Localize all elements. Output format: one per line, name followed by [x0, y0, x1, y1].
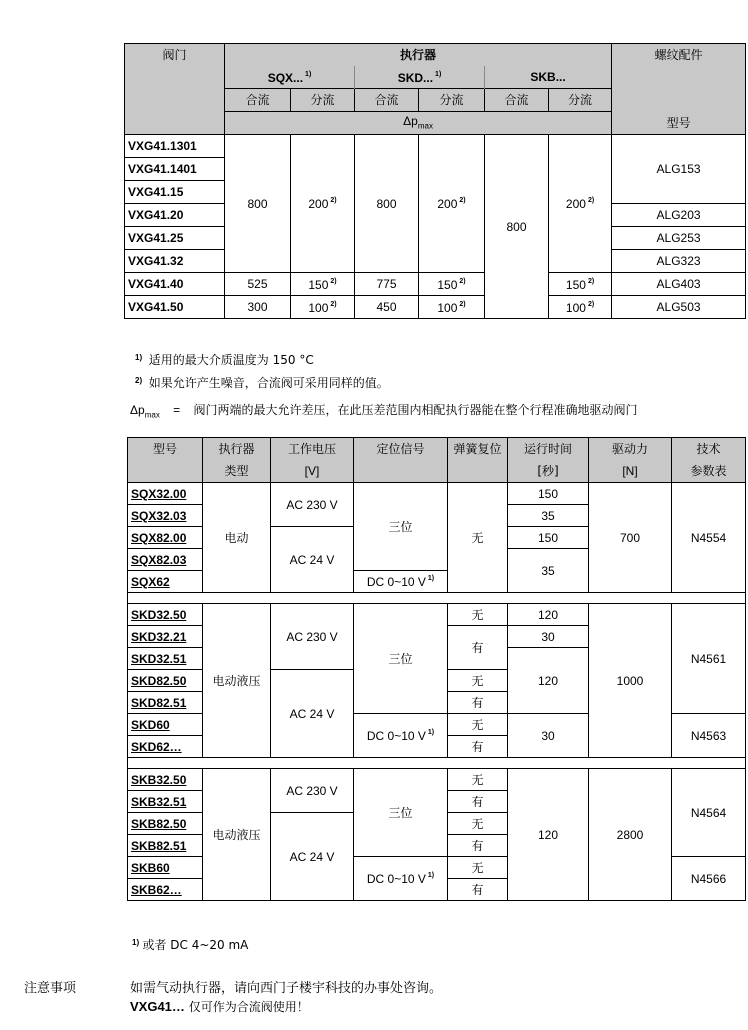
model-cell: SKB82.50	[128, 813, 203, 835]
time-cell: 150	[508, 527, 589, 549]
sqx-mix-cell: 525	[225, 273, 291, 296]
datasheet-cell: N4563	[672, 714, 746, 758]
force-cell: 2800	[589, 769, 672, 901]
spring-cell: 有	[448, 736, 508, 758]
skd-div-200: 200 $^{2)}$	[419, 135, 485, 273]
valve-cell: VXG41.1301	[125, 135, 225, 158]
header-actuator-type: 执行器	[203, 438, 271, 461]
datasheet-cell: N4554	[672, 483, 746, 593]
header-spring-return: 弹簧复位	[448, 438, 508, 461]
sqx-div-200: 200 $^{2)}$	[291, 135, 355, 273]
sqx-div-cell: 100 $^{2)}$	[291, 296, 355, 319]
footnote-2: $^{2)}$ 如果允许产生噪音，合流阀可采用同样的值。	[135, 376, 389, 390]
header-datasheet-2: 参数表	[672, 460, 746, 483]
valve-cell: VXG41.40	[125, 273, 225, 296]
type-electro-hydraulic: 电动液压	[203, 769, 271, 901]
header-sqx-div: 分流	[291, 89, 355, 112]
spring-cell: 有	[448, 879, 508, 901]
model-cell: SKD32.51	[128, 648, 203, 670]
header-run-time: 运行时间	[508, 438, 589, 461]
skb-div-cell: 150 $^{2)}$	[549, 273, 612, 296]
skb-div-200: 200 $^{2)}$	[549, 135, 612, 273]
voltage-cell: AC 230 V	[271, 483, 354, 527]
fitting-cell: ALG253	[612, 227, 746, 250]
model-cell: SKB32.50	[128, 769, 203, 791]
type-electro-hydraulic: 电动液压	[203, 604, 271, 758]
signal-cell: DC 0~10 V $^{1)}$	[354, 714, 448, 758]
valve-cell: VXG41.25	[125, 227, 225, 250]
header-sqx-mix: 合流	[225, 89, 291, 112]
skd-div-cell: 150 $^{2)}$	[419, 273, 485, 296]
fitting-cell: ALG403	[612, 273, 746, 296]
model-cell: SKD60	[128, 714, 203, 736]
valve-actuator-table	[124, 43, 746, 319]
spring-cell: 无	[448, 483, 508, 593]
skb-div-cell: 100 $^{2)}$	[549, 296, 612, 319]
spring-cell: 有	[448, 626, 508, 670]
sqx-div-cell: 150 $^{2)}$	[291, 273, 355, 296]
skd-mix-cell: 775	[355, 273, 419, 296]
time-cell: 35	[508, 549, 589, 593]
voltage-cell: AC 230 V	[271, 604, 354, 670]
header-actuator-type-2: 类型	[203, 460, 271, 483]
model-cell: SKD82.51	[128, 692, 203, 714]
model-cell: SKB32.51	[128, 791, 203, 813]
datasheet-cell: N4566	[672, 857, 746, 901]
skd-mix-cell: 450	[355, 296, 419, 319]
spring-cell: 有	[448, 791, 508, 813]
spring-cell: 无	[448, 769, 508, 791]
header-sqx: SQX... $^{1)}$	[225, 66, 355, 89]
header-model: 型号	[612, 112, 746, 135]
time-cell: 30	[508, 626, 589, 648]
model-cell: SQX62	[128, 571, 203, 593]
skd-div-cell: 100 $^{2)}$	[419, 296, 485, 319]
header-skb: SKB...	[485, 66, 612, 89]
datasheet-cell: N4564	[672, 769, 746, 857]
model-cell: SQX82.00	[128, 527, 203, 549]
datasheet-cell: N4561	[672, 604, 746, 714]
header-fitting: 螺纹配件	[612, 44, 746, 67]
header-datasheet: 技术	[672, 438, 746, 461]
fitting-cell: ALG323	[612, 250, 746, 273]
header-force: 驱动力	[589, 438, 672, 461]
skd-mix-800: 800	[355, 135, 419, 273]
spring-cell: 无	[448, 670, 508, 692]
header-time-unit: [秒]	[508, 460, 589, 483]
spring-cell: 无	[448, 604, 508, 626]
time-cell: 30	[508, 714, 589, 758]
time-cell: 35	[508, 505, 589, 527]
footnote-3: $^{1)}$ 或者 DC 4~20 mA	[132, 938, 249, 952]
voltage-cell: AC 230 V	[271, 769, 354, 813]
header-force-unit: [N]	[589, 460, 672, 483]
header-voltage: 工作电压	[271, 438, 354, 461]
sqx-mix-800: 800	[225, 135, 291, 273]
fitting-cell: ALG203	[612, 204, 746, 227]
force-cell: 700	[589, 483, 672, 593]
spring-cell: 有	[448, 692, 508, 714]
model-cell: SKD32.50	[128, 604, 203, 626]
model-cell: SKB60	[128, 857, 203, 879]
note-label: 注意事项	[24, 981, 77, 996]
dp-definition: $\Delta p_{max}$ = 阀门两端的最大允许差压，在此压差范围内相配执行器能在整个行程准确地驱动阀门	[130, 403, 638, 420]
header-valve: 阀门	[125, 44, 225, 67]
voltage-cell: AC 24 V	[271, 670, 354, 758]
model-cell: SKB62…	[128, 879, 203, 901]
time-cell: 120	[508, 648, 589, 714]
type-electric: 电动	[203, 483, 271, 593]
header-skb-div: 分流	[549, 89, 612, 112]
header-skd: SKD... $^{1)}$	[355, 66, 485, 89]
valve-cell: VXG41.1401	[125, 158, 225, 181]
voltage-cell: AC 24 V	[271, 527, 354, 593]
model-cell: SQX82.03	[128, 549, 203, 571]
valve-cell: VXG41.15	[125, 181, 225, 204]
header-skd-div: 分流	[419, 89, 485, 112]
sqx-mix-cell: 300	[225, 296, 291, 319]
time-cell: 120	[508, 769, 589, 901]
actuator-spec-table	[127, 437, 746, 901]
time-cell: 120	[508, 604, 589, 626]
valve-cell: VXG41.32	[125, 250, 225, 273]
model-cell: SKD62…	[128, 736, 203, 758]
header-model: 型号	[128, 438, 203, 461]
note-line-1: 如需气动执行器，请向西门子楼宇科技的办事处咨询。	[130, 981, 443, 996]
valve-cell: VXG41.50	[125, 296, 225, 319]
header-voltage-unit: [V]	[271, 460, 354, 483]
skb-mix-800: 800	[485, 135, 549, 319]
fitting-cell: ALG503	[612, 296, 746, 319]
voltage-cell: AC 24 V	[271, 813, 354, 901]
note-line-2: VXG41… 仅可作为合流阀使用！	[130, 999, 309, 1014]
model-cell: SQX32.03	[128, 505, 203, 527]
signal-cell: DC 0~10 V $^{1)}$	[354, 571, 448, 593]
header-dpmax: $\Delta p_{max}$	[225, 112, 612, 135]
spring-cell: 无	[448, 857, 508, 879]
spring-cell: 无	[448, 714, 508, 736]
force-cell: 1000	[589, 604, 672, 758]
model-cell: SKB82.51	[128, 835, 203, 857]
spring-cell: 无	[448, 813, 508, 835]
model-cell: SQX32.00	[128, 483, 203, 505]
footnote-1: $^{1)}$ 适用的最大介质温度为 150 °C	[135, 353, 314, 367]
valve-cell: VXG41.20	[125, 204, 225, 227]
signal-cell: 三位	[354, 604, 448, 714]
signal-cell: DC 0~10 V $^{1)}$	[354, 857, 448, 901]
signal-cell: 三位	[354, 483, 448, 571]
model-cell: SKD32.21	[128, 626, 203, 648]
fitting-cell: ALG153	[612, 135, 746, 204]
time-cell: 150	[508, 483, 589, 505]
spring-cell: 有	[448, 835, 508, 857]
header-actuator: 执行器	[225, 44, 612, 67]
header-position-signal: 定位信号	[354, 438, 448, 461]
header-skd-mix: 合流	[355, 89, 419, 112]
model-cell: SKD82.50	[128, 670, 203, 692]
header-skb-mix: 合流	[485, 89, 549, 112]
signal-cell: 三位	[354, 769, 448, 857]
